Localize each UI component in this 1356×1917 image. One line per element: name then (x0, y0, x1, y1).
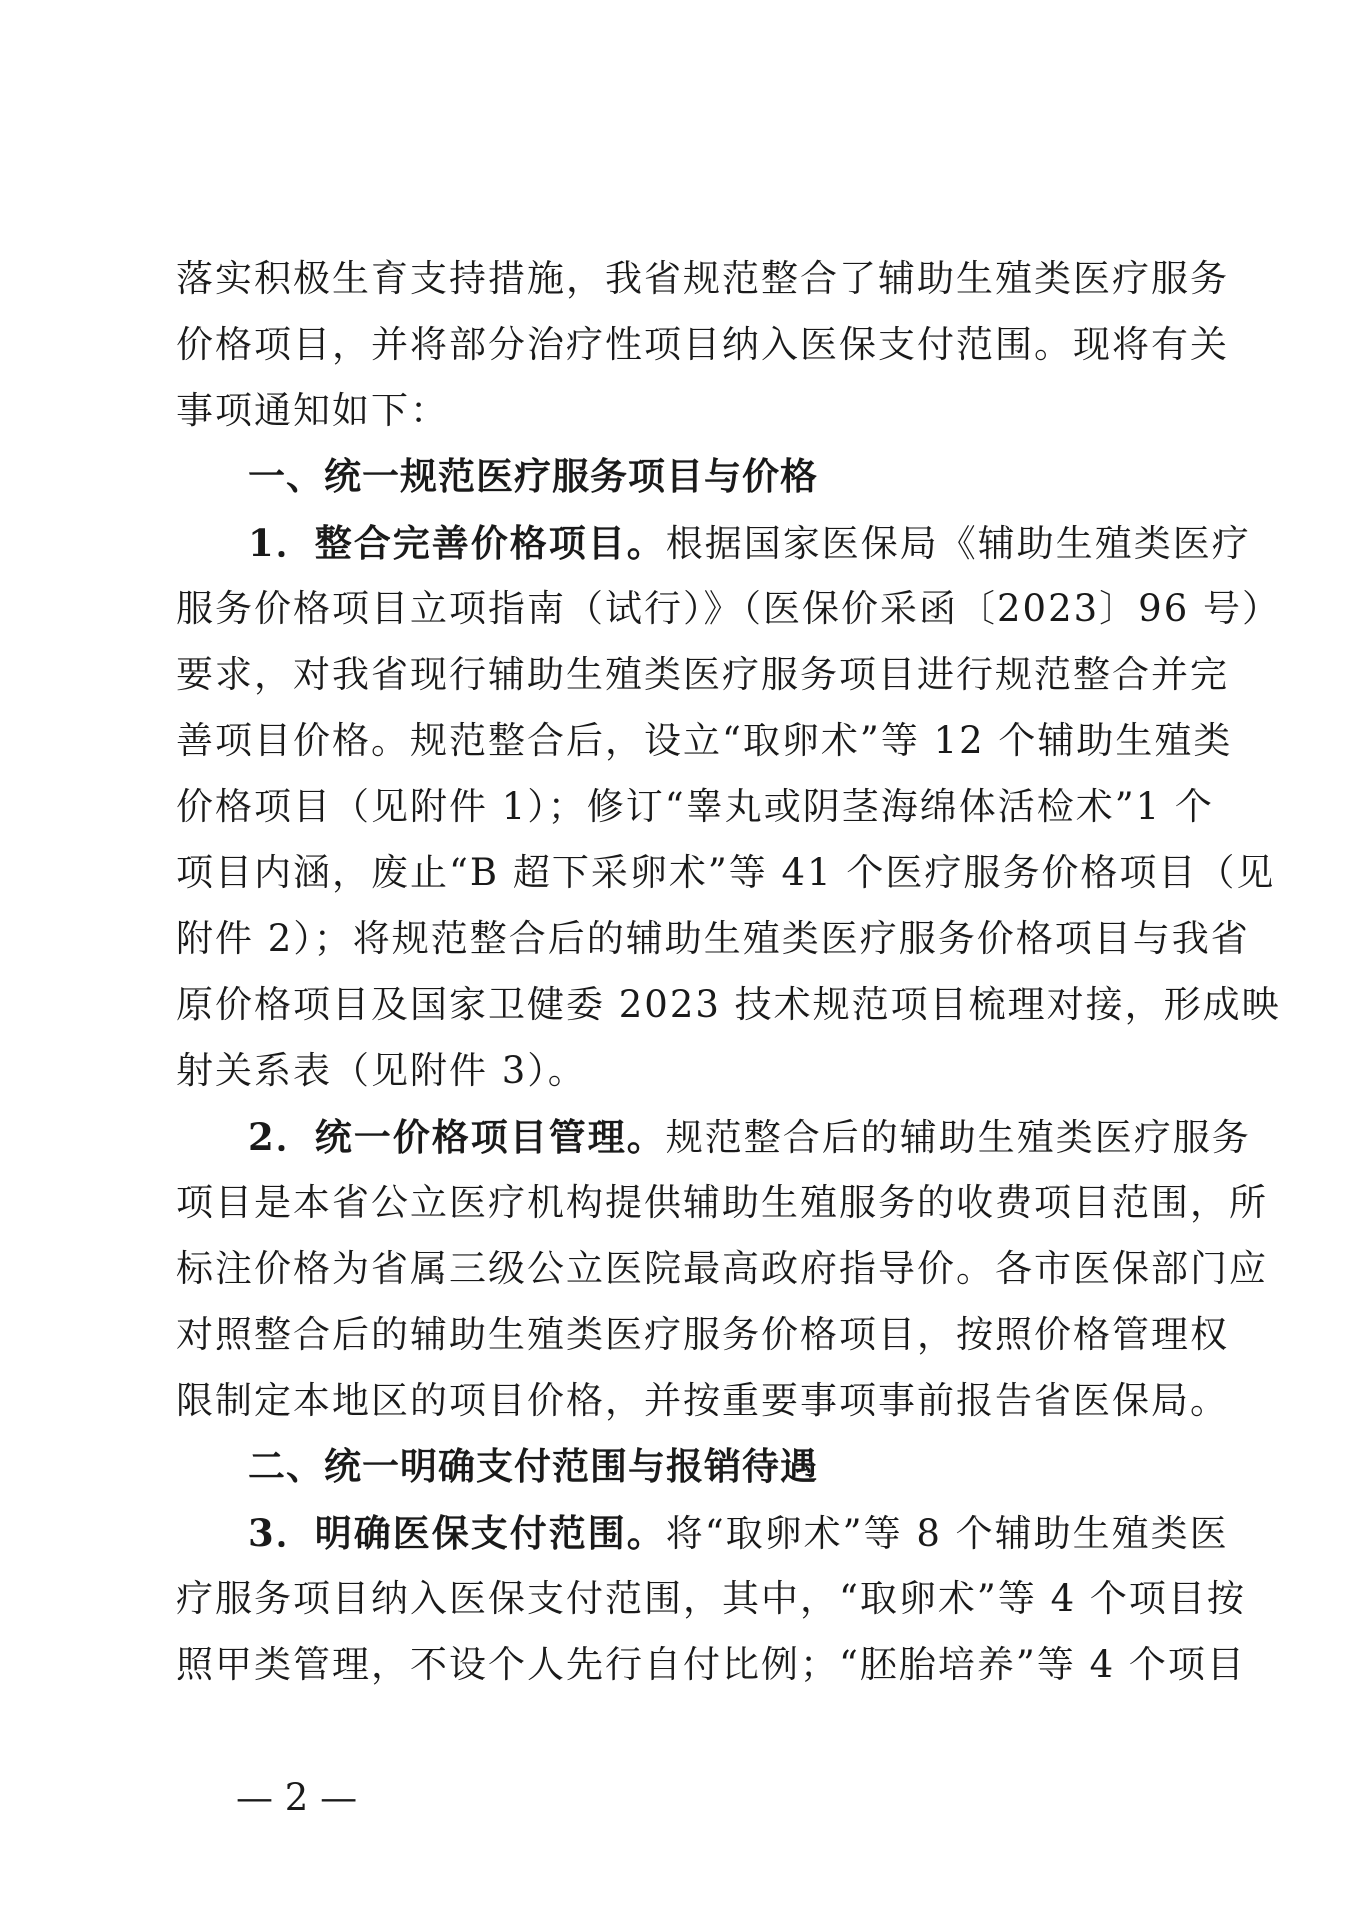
body-line: 要求，对我省现行辅助生殖类医疗服务项目进行规范整合并完 (176, 653, 1229, 696)
body-line: 服务价格项目立项指南（试行）》（医保价采函〔2023〕96 号） (176, 587, 1282, 630)
body-line: 项目是本省公立医疗机构提供辅助生殖服务的收费项目范围，所 (176, 1181, 1268, 1224)
body-line: 射关系表（见附件 3）。 (176, 1049, 587, 1092)
body-line: 对照整合后的辅助生殖类医疗服务价格项目，按照价格管理权 (176, 1313, 1229, 1356)
body-line: 疗服务项目纳入医保支付范围，其中，“取卵术”等 4 个项目按 (176, 1577, 1246, 1620)
item-text: 将“取卵术”等 8 个辅助生殖类医 (665, 1512, 1229, 1555)
body-line: 原价格项目及国家卫健委 2023 技术规范项目梳理对接，形成映 (176, 983, 1281, 1026)
section-heading-1: 一、统一规范医疗服务项目与价格 (248, 455, 818, 498)
item-lead: 2．统一价格项目管理。 (248, 1115, 666, 1159)
body-line: 项目内涵，废止“B 超下采卵术”等 41 个医疗服务价格项目（见 (176, 851, 1276, 894)
body-line: 落实积极生育支持措施，我省规范整合了辅助生殖类医疗服务 (176, 257, 1229, 300)
item-text: 根据国家医保局《辅助生殖类医疗 (665, 522, 1251, 565)
body-line: 事项通知如下： (176, 389, 449, 432)
paragraph-first-line (248, 1508, 1229, 1559)
item-text: 规范整合后的辅助生殖类医疗服务 (665, 1116, 1251, 1159)
body-line: 附件 2）；将规范整合后的辅助生殖类医疗服务价格项目与我省 (176, 917, 1250, 960)
body-line: 善项目价格。规范整合后，设立“取卵术”等 12 个辅助生殖类 (176, 719, 1233, 762)
section-heading-2: 二、统一明确支付范围与报销待遇 (248, 1445, 818, 1488)
body-line: 照甲类管理，不设个人先行自付比例；“胚胎培养”等 4 个项目 (176, 1643, 1246, 1686)
item-lead: 1．整合完善价格项目。 (248, 521, 666, 565)
body-line: 标注价格为省属三级公立医院最高政府指导价。各市医保部门应 (176, 1247, 1268, 1290)
item-lead: 3．明确医保支付范围。 (248, 1511, 666, 1555)
body-line: 价格项目（见附件 1）；修订“睾丸或阴茎海绵体活检术”1 个 (176, 785, 1214, 828)
paragraph-first-line (248, 518, 1251, 569)
paragraph-first-line (248, 1112, 1251, 1163)
body-line: 价格项目，并将部分治疗性项目纳入医保支付范围。现将有关 (176, 323, 1229, 366)
page-number: — 2 — (236, 1776, 358, 1819)
body-line: 限制定本地区的项目价格，并按重要事项事前报告省医保局。 (176, 1379, 1229, 1422)
